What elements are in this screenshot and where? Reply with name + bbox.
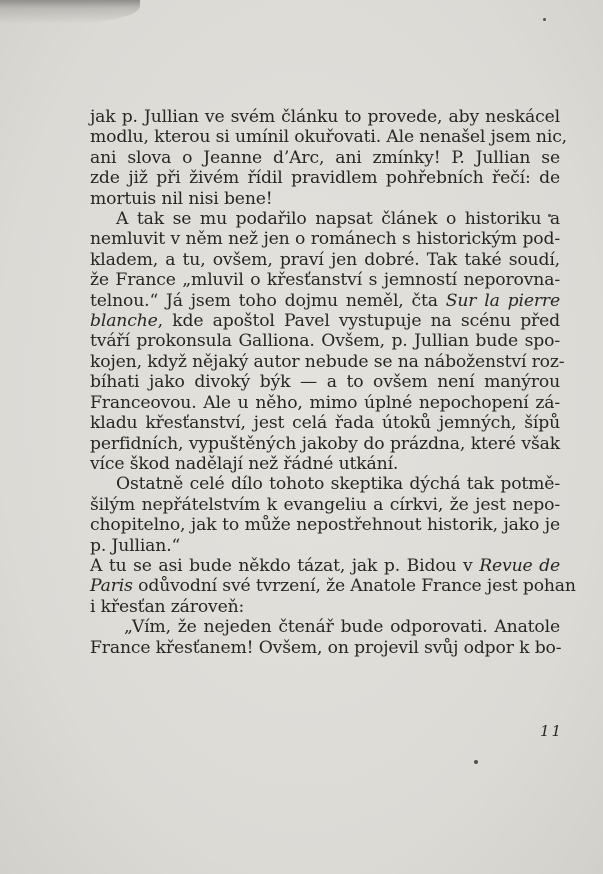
journal-title-italic: Revue de	[479, 555, 560, 576]
paragraph-start-line: A tak se mu podařilo napsat článek o historiku a	[116, 209, 560, 230]
paragraph-start-line: „Vím, že nejeden čtenář bude odporovati. Anatole	[124, 617, 560, 638]
text-line: zde již při živém řídil pravidlem pohřebních řečí: de	[90, 168, 560, 189]
text-line: ani slova o Jeanne d’Arc, ani zmínky! P. Jullian se	[90, 147, 560, 168]
text-line: modlu, kterou si umínil okuřovati. Ale nenašel jsem nic,	[90, 127, 567, 148]
page-number: 11	[540, 722, 564, 740]
text-run: A tu se asi bude někdo tázat, jak p. Bidou v	[90, 555, 480, 576]
book-title-italic: Sur la pierre	[445, 290, 560, 311]
text-line: nemluvit v něm než jen o románech s historickým pod-	[90, 229, 560, 250]
page-corner-shadow	[0, 0, 140, 24]
text-line: perfidních, vypuštěných jakoby do prázdna, které však	[90, 433, 560, 454]
paper-speck	[543, 18, 546, 21]
paper-speck	[474, 760, 478, 764]
paragraph-start-line: Ostatně celé dílo tohoto skeptika dýchá tak potmě-	[116, 474, 560, 495]
text-line: kladu křesťanství, jest celá řada útoků jemných, šípů	[90, 413, 560, 434]
journal-title-italic: Paris	[90, 576, 133, 597]
text-line: kojen, když nějaký autor nebude se na náboženství roz-	[90, 351, 565, 372]
text-run: odůvodní své tvrzení, že Anatole France jest pohan	[132, 576, 576, 597]
text-line: kladem, a tu, ovšem, praví jen dobré. Tak také soudí,	[90, 249, 560, 270]
text-run: telnou.“ Já jsem toho dojmu neměl, čta	[90, 290, 446, 311]
body-text	[90, 107, 576, 658]
text-line: mortuis nil nisi bene!	[90, 188, 273, 209]
text-line: bíhati jako divoký býk — a to ovšem není manýrou	[90, 372, 560, 393]
text-line	[90, 291, 560, 311]
text-line	[90, 576, 576, 597]
text-line: šilým nepřátelstvím k evangeliu a církvi, že jest nepo-	[90, 494, 560, 515]
text-line: chopitelno, jak to může nepostřehnout historik, jako je	[90, 515, 560, 536]
text-line: i křesťan zároveň:	[90, 596, 245, 617]
text-line: p. Jullian.“	[90, 535, 181, 556]
text-line: jak p. Jullian ve svém článku to provede, aby neskácel	[90, 107, 560, 127]
text-run: , kde apoštol Pavel vystupuje na scénu před	[157, 311, 560, 332]
text-line	[90, 556, 560, 576]
text-line	[90, 311, 560, 331]
text-line: více škod nadělají než řádné utkání.	[90, 453, 399, 474]
text-line: že France „mluvil o křesťanství s jemností neporovna-	[90, 270, 560, 291]
book-title-italic: blanche	[90, 311, 158, 332]
text-line: Franceovou. Ale u něho, mimo úplné nepochopení zá-	[90, 392, 560, 413]
text-line: tváří prokonsula Galliona. Ovšem, p. Jullian bude spo-	[90, 331, 560, 352]
text-line: France křesťanem! Ovšem, on projevil svůj odpor k bo-	[90, 637, 562, 658]
